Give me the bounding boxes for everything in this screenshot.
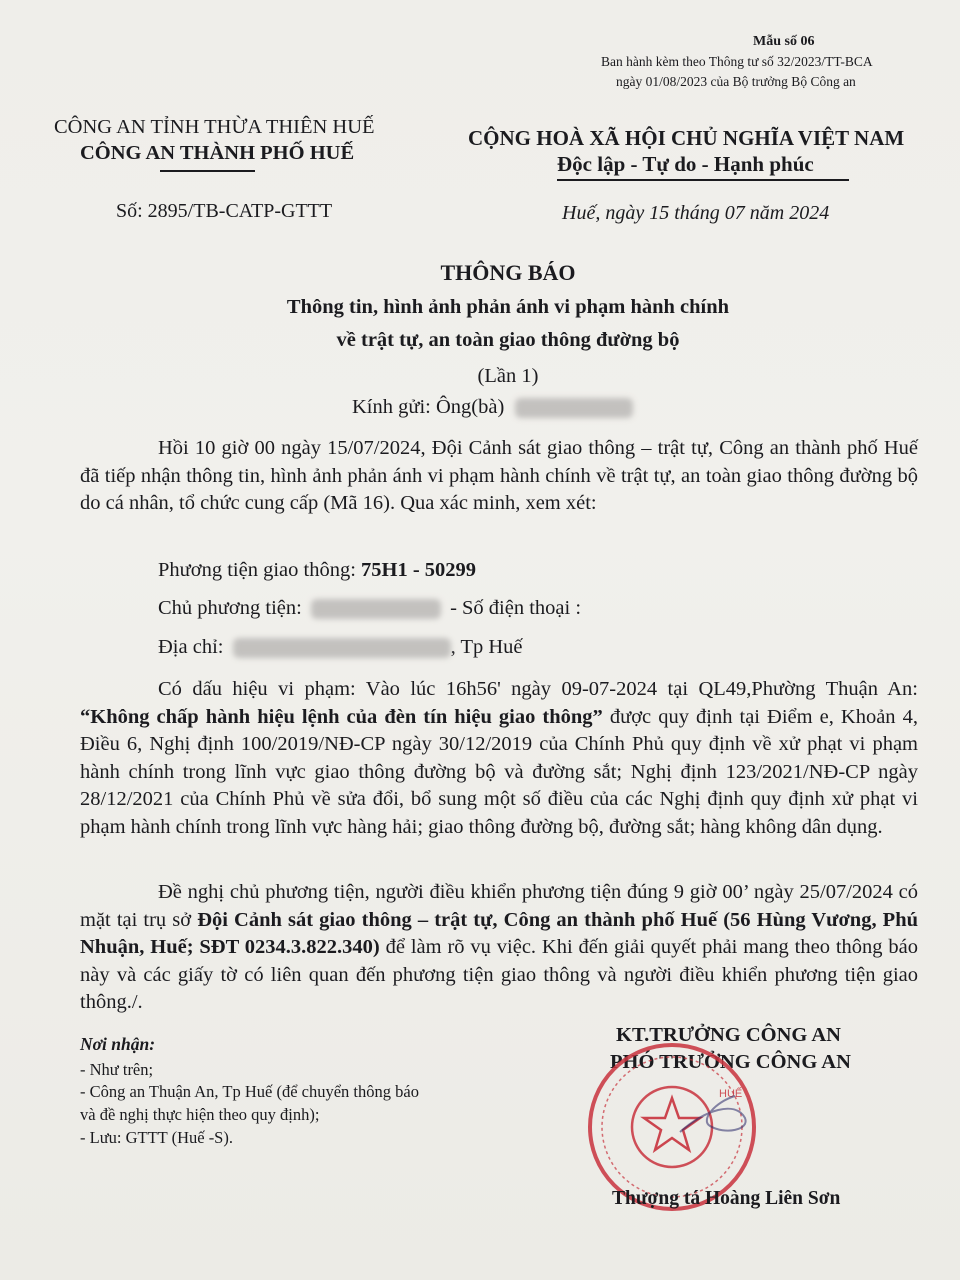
request-text-c: để làm rõ vụ việc. Khi đến giải quyết phải mang theo thông báo này và các giấy tờ có liên quan đến phương tiện giao thông và người điều khiển phương tiện giao thông./. <box>80 936 918 1013</box>
recipients-heading: Nơi nhận: <box>80 1034 156 1054</box>
phone-label: - Số điện thoại : <box>450 597 582 619</box>
issuer-underline <box>160 170 255 172</box>
signer-name: Thượng tá Hoàng Liên Sơn <box>612 1188 841 1209</box>
violation-text-a: Có dấu hiệu vi phạm: Vào lúc 16h56' ngày 09-07-2024 tại QL49,Phường Thuận An: <box>158 678 918 700</box>
form-number: Mẫu số 06 <box>753 34 815 49</box>
issuer-unit: CÔNG AN THÀNH PHỐ HUẾ <box>80 142 355 164</box>
form-reference-line-1: Ban hành kèm theo Thông tư số 32/2023/TT-BCA <box>601 54 873 69</box>
document-number: Số: 2895/TB-CATP-GTTT <box>116 200 333 222</box>
place-date: Huế, ngày 15 tháng 07 năm 2024 <box>562 202 830 224</box>
redacted-name <box>515 398 633 418</box>
recipient-2: - Công an Thuận An, Tp Huế (để chuyển thông báo <box>80 1082 419 1101</box>
request-paragraph <box>80 879 918 1017</box>
vehicle-label: Phương tiện giao thông: <box>158 559 362 581</box>
seal-text: HUẾ <box>719 1088 743 1100</box>
intro-paragraph: Hồi 10 giờ 00 ngày 15/07/2024, Đội Cảnh sát giao thông – trật tự, Công an thành phố Huế đã tiếp nhận thông tin, hình ảnh phản ánh vi phạm hành chính về trật tự, an toàn giao thông đường bộ do cá nhân, tổ chức cung cấp (Mã 16). Qua xác minh, xem xét: <box>80 437 918 514</box>
address-line <box>158 636 523 659</box>
vehicle-line <box>158 559 476 582</box>
issuer-parent: CÔNG AN TỈNH THỪA THIÊN HUẾ <box>54 116 375 138</box>
redacted-owner <box>311 599 441 619</box>
request-text-a: Đề nghị chủ phương tiện, người điều khiển phương tiện đúng 9 giờ 00’ ngày 25/07/2024 có mặt tại trụ sở <box>80 881 918 931</box>
redacted-address <box>233 638 451 658</box>
address-suffix: , Tp Huế <box>450 636 523 658</box>
violation-text-c: được quy định tại Điểm e, Khoản 4, Điều 6, Nghị định 100/2019/NĐ-CP ngày 30/12/2019 của Chính Phủ quy định về xử phạt vi phạm hành chính trong lĩnh vực giao thông đường bộ và đường sắt; Nghị định 123/2021/NĐ-CP ngày 28/12/2021 của Chính Phủ về sửa đổi, bổ sung một số điều của các Nghị định quy định xử phạt vi phạm hành chính trong lĩnh vực hàng hải; giao thông đường bộ, đường sắt; hàng không dân dụng. <box>80 705 918 838</box>
request-location: Đội Cảnh sát giao thông – trật tự, Công an thành phố Huế (56 Hùng Vương, Phú Nhuận, Huế; SĐT 0234.3.822.340) <box>80 908 919 958</box>
address-label: Địa chỉ: <box>158 636 224 658</box>
signature-title-2: PHÓ TRƯỞNG CÔNG AN <box>610 1051 851 1073</box>
nation-name: CỘNG HOÀ XÃ HỘI CHỦ NGHĨA VIỆT NAM <box>468 126 905 150</box>
violation-description: “Không chấp hành hiệu lệnh của đèn tín hiệu giao thông” <box>80 705 603 728</box>
violation-paragraph <box>80 676 918 841</box>
recipient-2-continued: và đề nghị thực hiện theo quy định); <box>80 1105 320 1124</box>
owner-line <box>158 597 581 620</box>
recipient-3: - Lưu: GTTT (Huế -S). <box>80 1128 233 1147</box>
notice-title: THÔNG BÁO <box>440 260 576 285</box>
vehicle-plate: 75H1 - 50299 <box>361 559 477 581</box>
form-reference-line-2: ngày 01/08/2023 của Bộ trưởng Bộ Công an <box>616 74 856 89</box>
nation-motto: Độc lập - Tự do - Hạnh phúc <box>557 152 814 176</box>
attempt-number: (Lần 1) <box>477 365 539 387</box>
addressee-line <box>352 396 633 419</box>
signature-title-1: KT.TRƯỞNG CÔNG AN <box>616 1024 841 1046</box>
notice-subtitle-2: về trật tự, an toàn giao thông đường bộ <box>336 329 680 351</box>
notice-subtitle-1: Thông tin, hình ảnh phản ánh vi phạm hành chính <box>286 296 730 318</box>
recipient-1: - Như trên; <box>80 1060 154 1079</box>
motto-underline <box>557 179 849 181</box>
addressee-label: Kính gửi: Ông(bà) <box>352 396 505 418</box>
owner-label: Chủ phương tiện: <box>158 597 302 619</box>
